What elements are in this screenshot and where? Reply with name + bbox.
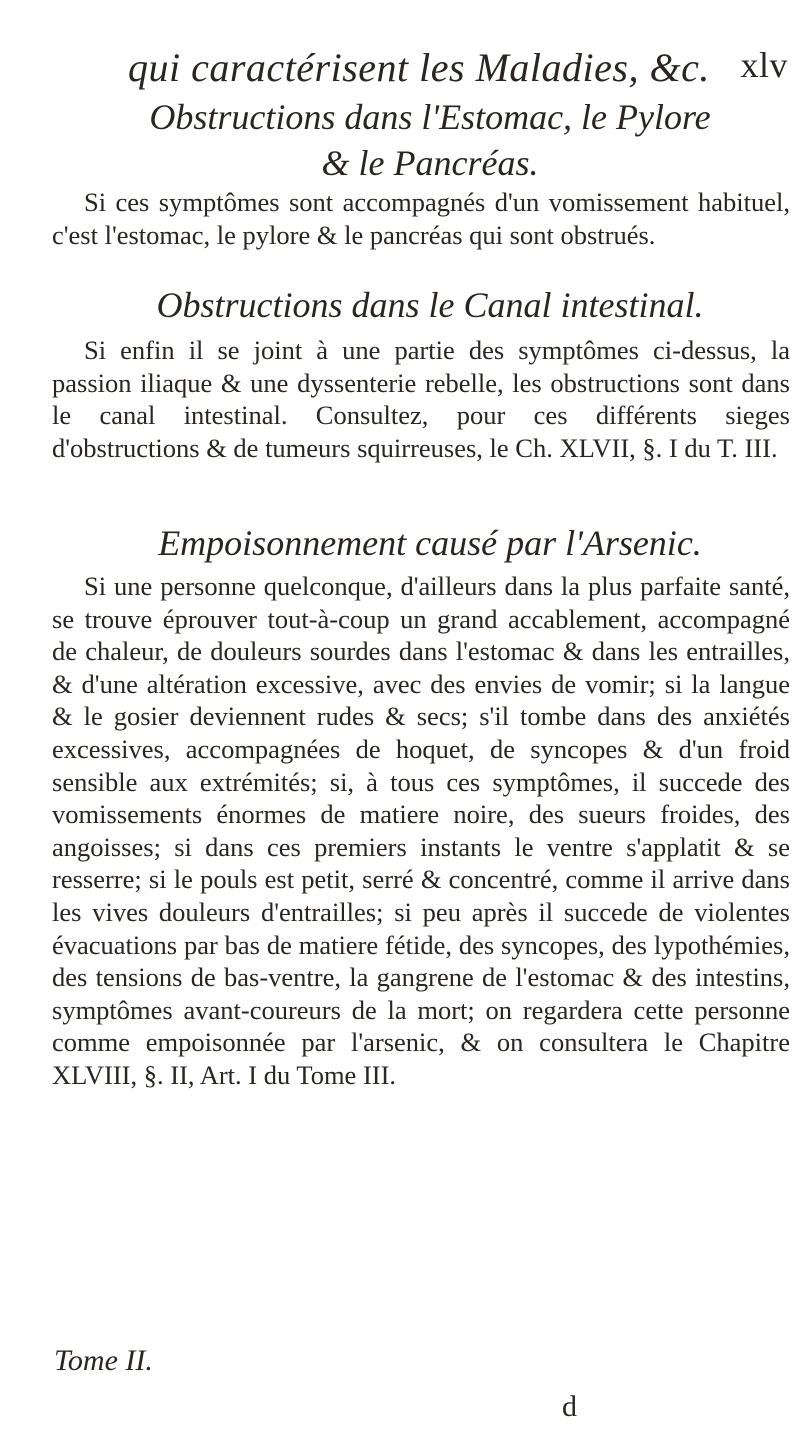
volume-label: Tome II. (54, 1344, 153, 1377)
heading-line: Obstructions dans le Canal intestinal. (156, 285, 704, 325)
section-body-arsenic (52, 570, 790, 1092)
heading-line: & le Pancréas. (321, 143, 539, 183)
running-head-title: qui caractérisent les Maladies, &c. (128, 45, 710, 90)
section-body-intestinal (52, 334, 790, 464)
paragraph: Si enfin il se joint à une partie des symptômes ci-dessus, la passion iliaque & une dyssenterie rebelle, les obstructions sont dans le canal intestinal. Consultez, pour ces différents sieges d'obstructions & de tumeurs squirreuses, le Ch. XLVII, §. I du T. III. (52, 335, 790, 463)
heading-line: Obstructions dans l'Estomac, le Pylore (149, 97, 711, 137)
page-number: xlv (740, 45, 788, 85)
signature-mark: d (562, 1390, 577, 1423)
heading-line: Empoisonnement causé par l'Arsenic. (158, 523, 702, 563)
section-heading-arsenic (70, 520, 790, 566)
paragraph: Si une personne quelconque, d'ailleurs dans la plus parfaite santé, se trouve éprouver tout-à-coup un grand accablement, accompagné de chaleur, de douleurs sourdes dans l'estomac & dans les entrailles, & d'une altération excessive, avec des envies de vomir; si la langue & le gosier deviennent rudes & secs; s'il tombe dans des anxiétés excessives, accompagnées de hoquet, de syncopes & d'un froid sensible aux extrémités; si, à tous ces symptômes, il succede des vomissements énormes de matiere noire, des sueurs froides, des angoisses; si dans ces premiers instants le ventre s'applatit & se resserre; si le pouls est petit, serré & concentré, comme il arrive dans les vives douleurs d'entrailles; si peu après il succede de violentes évacuations par bas de matiere fétide, des syncopes, des lypothémies, des tensions de bas-ventre, la gangrene de l'estomac & des intestins, symptômes avant-coureurs de la mort; on regardera cette personne comme empoisonnée par l'arsenic, & on consultera le Chapitre XLVIII, §. II, Art. I du Tome III. (52, 571, 790, 1090)
running-head (128, 44, 788, 91)
section-heading-stomach (70, 94, 790, 186)
section-heading-intestinal (70, 282, 790, 328)
paragraph: Si ces symptômes sont accompagnés d'un vomissement habituel, c'est l'estomac, le pylore & le pancréas qui sont obstrués. (52, 187, 790, 250)
section-body-stomach (52, 186, 790, 251)
